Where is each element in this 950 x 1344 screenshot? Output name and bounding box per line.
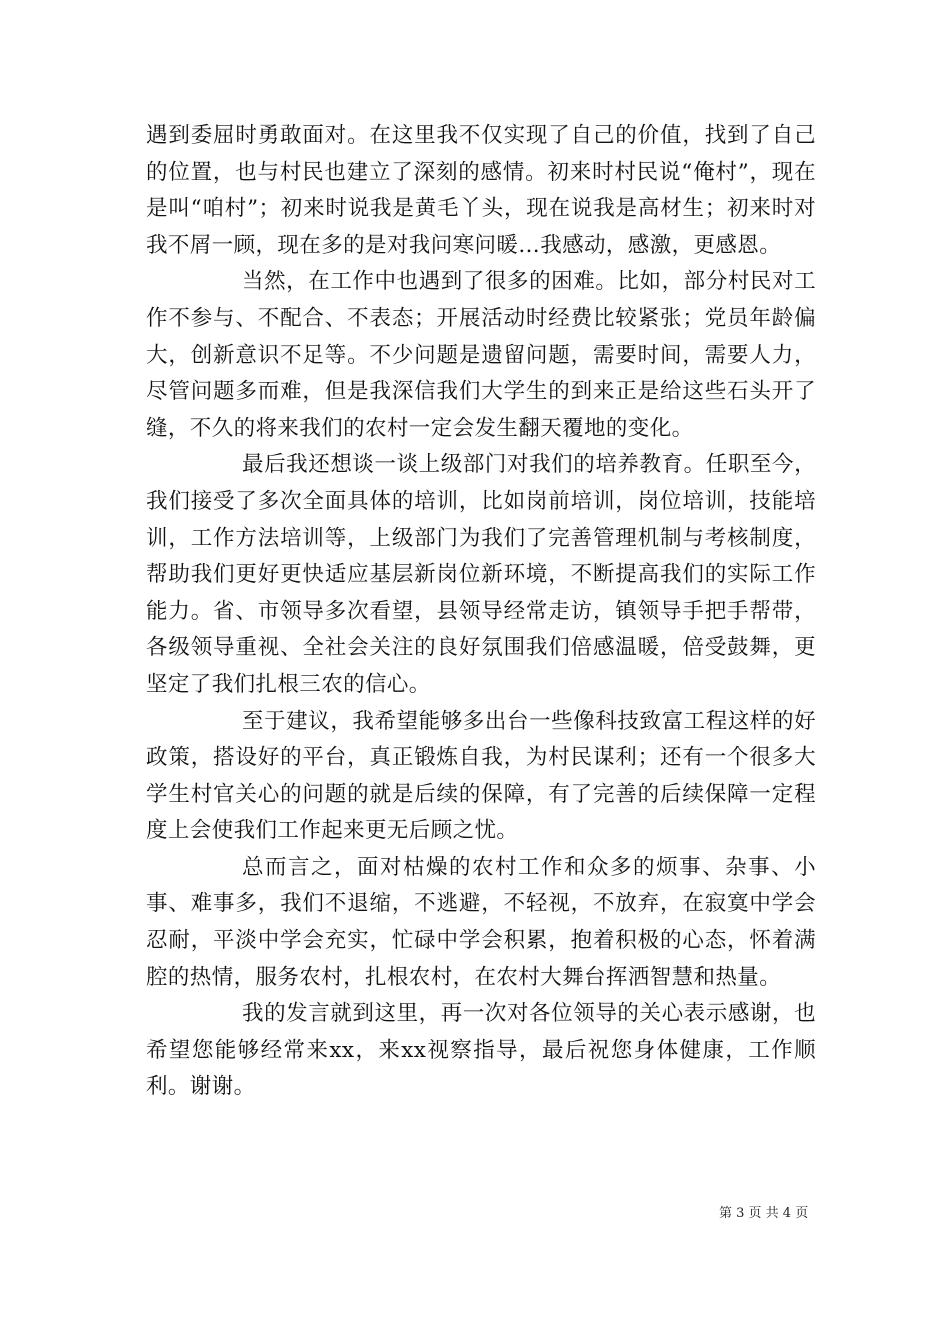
paragraph-4: 至于建议，我希望能够多出台一些像科技致富工程这样的好政策，搭设好的平台，真正锻炼自我，为村民谋利；还有一个很多大学生村官关心的问题的就是后续的保障，有了完善的后续保障一定程度上会使我们工作起来更无后顾之忧。	[146, 708, 816, 844]
paragraph-6: 我的发言就到这里，再一次对各位领导的关心表示感谢，也希望您能够经常来xx，来xx视察指导，最后祝您身体健康，工作顺利。谢谢。	[146, 1001, 816, 1100]
paragraph-2: 当然，在工作中也遇到了很多的困难。比如，部分村民对工作不参与、不配合、不表态；开展活动时经费比较紧张；党员年龄偏大，创新意识不足等。不少问题是遗留问题，需要时间，需要人力，尽管问题多而难，但是我深信我们大学生的到来正是给这些石头开了缝，不久的将来我们的农村一定会发生翻天覆地的变化。	[146, 269, 816, 441]
paragraph-1: 遇到委屈时勇敢面对。在这里我不仅实现了自己的价值，找到了自己的位置，也与村民也建立了深刻的感情。初来时村民说“俺村”，现在是叫“咱村”；初来时说我是黄毛丫头，现在说我是高材生；初来时对我不屑一顾，现在多的是对我问寒问暖…我感动，感激，更感恩。	[146, 123, 816, 258]
page-number: 第 3 页 共 4 页	[719, 1206, 809, 1221]
document-body	[146, 118, 816, 1106]
paragraph-5: 总而言之，面对枯燥的农村工作和众多的烦事、杂事、小事、难事多，我们不退缩，不逃避，不轻视，不放弃，在寂寞中学会忍耐，平淡中学会充实，忙碌中学会积累，抱着积极的心态，怀着满腔的热情，服务农村，扎根农村，在农村大舞台挥洒智慧和热量。	[146, 854, 816, 990]
paragraph-3: 最后我还想谈一谈上级部门对我们的培养教育。任职至今，我们接受了多次全面具体的培训，比如岗前培训，岗位培训，技能培训，工作方法培训等，上级部门为我们了完善管理机制与考核制度，帮助我们更好更快适应基层新岗位新环境，不断提高我们的实际工作能力。省、市领导多次看望，县领导经常走访，镇领导手把手帮带，各级领导重视、全社会关注的良好氛围我们倍感温暖，倍受鼓舞，更坚定了我们扎根三农的信心。	[146, 452, 816, 697]
